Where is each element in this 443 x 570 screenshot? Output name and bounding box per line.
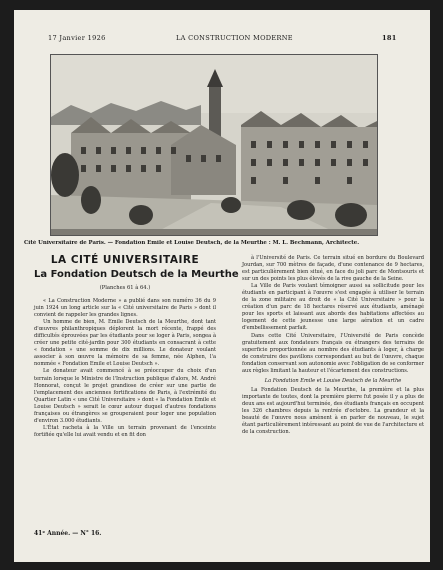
section-subheading: La Fondation Emile et Louise Deutsch de la Meurthe bbox=[264, 377, 402, 384]
paragraph: Un homme de bien, M. Emile Deutsch de la Meurthe, dont tant d'œuvres philanthropiques déplorent la mort récente, frappé des difficultés éprouvées par les étudiants pour se loger à Paris, songea à créer une petite cité-jardin pour 300 étudiants en consacrant à cette « fondation » une somme de dix millions. Le donateur voulant associer à son œuvre la mémoire de sa femme, née Alphen, l'a nommée « Fondation Emile et Louise Deutsch ». bbox=[34, 319, 216, 368]
paragraph: Dans cette Cité Universitaire, l'Université de Paris concède gratuitement aux fondateurs français ou étrangers des terrains de superficie proportionnée au nombre des étudiants à loger, à charge de construire des pavillons correspondant au but de l'œuvre, chaque fondation conservant son autonomie avec l'obligation de se conformer aux règles limitant la hauteur et l'écartement des constructions. bbox=[242, 332, 424, 374]
article-subtitle: La Fondation Deutsch de la Meurthe bbox=[34, 269, 239, 280]
issue-footer: 41ᵉ Année. — N° 16. bbox=[34, 530, 102, 537]
paragraph: Le donateur avait commencé à se préoccuper du choix d'un terrain lorsque le Ministre de l'Instruction publique d'alors, M. André Honnorat, conçut le projet grandiose de créer sur une partie de l'emplacement des anciennes fortifications de Paris, à l'extrémité du Quartier Latin « une Cité Universitaire » dont « la Fondation Emile et Louise Deutsch » serait le cœur autour duquel d'autres fondations françaises ou étrangères se grouperaient pour loger une population d'environ 3.000 étudiants. bbox=[34, 368, 216, 424]
header-page-number: 181 bbox=[382, 34, 397, 42]
right-column bbox=[242, 255, 424, 436]
photograph-illustration bbox=[51, 55, 377, 235]
paragraph: La Fondation Deutsch de la Meurthe, la première et la plus importante de toutes, dont la première pierre fut posée il y a plus de deux ans est aujourd'hui terminée, des étudiants français en occupent les 326 chambres depuis la rentrée d'octobre. La grandeur et la beauté de l'œuvre nous amènent à en parler de nouveau, le sujet étant particulièrement intéressant au point de vue de l'architecture et de la construction. bbox=[242, 386, 424, 436]
left-column bbox=[34, 298, 216, 439]
paragraph: La Ville de Paris voulant témoigner aussi sa sollicitude pour les étudiants en participant à l'œuvre s'est engagée à utiliser le terrain de la zone militaire au droit de « la Cité Universitaire » pour la création d'un parc de 18 hectares réservé aux étudiants, aménagé pour les sports et laissant aux abords des habitations affectées au logement de cette jeunesse une large aération et un cadre d'embellissement parfait. bbox=[242, 283, 424, 332]
paragraph: à l'Université de Paris. Ce terrain situé en bordure du Boulevard Jourdan, sur 700 mètres de façade, d'une contenance de 9 hectares, est particulièrement bien situé, en face du joli parc de Montsouris et sur un des points les plus élevés de la rive gauche de la Seine. bbox=[242, 255, 424, 283]
photo-caption: Cité Universitaire de Paris. — Fondation Emile et Louise Deutsch, de la Meurthe : M. L. Bechmann, Architecte. bbox=[24, 240, 360, 246]
paragraph: « La Construction Moderne » a publié dans son numéro 36 du 9 juin 1924 un long article sur la « Cité universitaire de Paris » dont il convient de rappeler les grandes lignes. bbox=[34, 298, 216, 319]
article-title: LA CITÉ UNIVERSITAIRE bbox=[50, 254, 200, 266]
header-journal-title: LA CONSTRUCTION MODERNE bbox=[176, 34, 293, 42]
paragraph: L'État rachetа à la Ville un terrain provenant de l'enceinte fortifiée qu'elle lui avait vendu et en fit don bbox=[34, 424, 216, 438]
building-photograph bbox=[50, 54, 378, 236]
header-date: 17 Janvier 1926 bbox=[48, 34, 106, 42]
plates-reference: (Planches 61 à 64.) bbox=[99, 285, 151, 291]
